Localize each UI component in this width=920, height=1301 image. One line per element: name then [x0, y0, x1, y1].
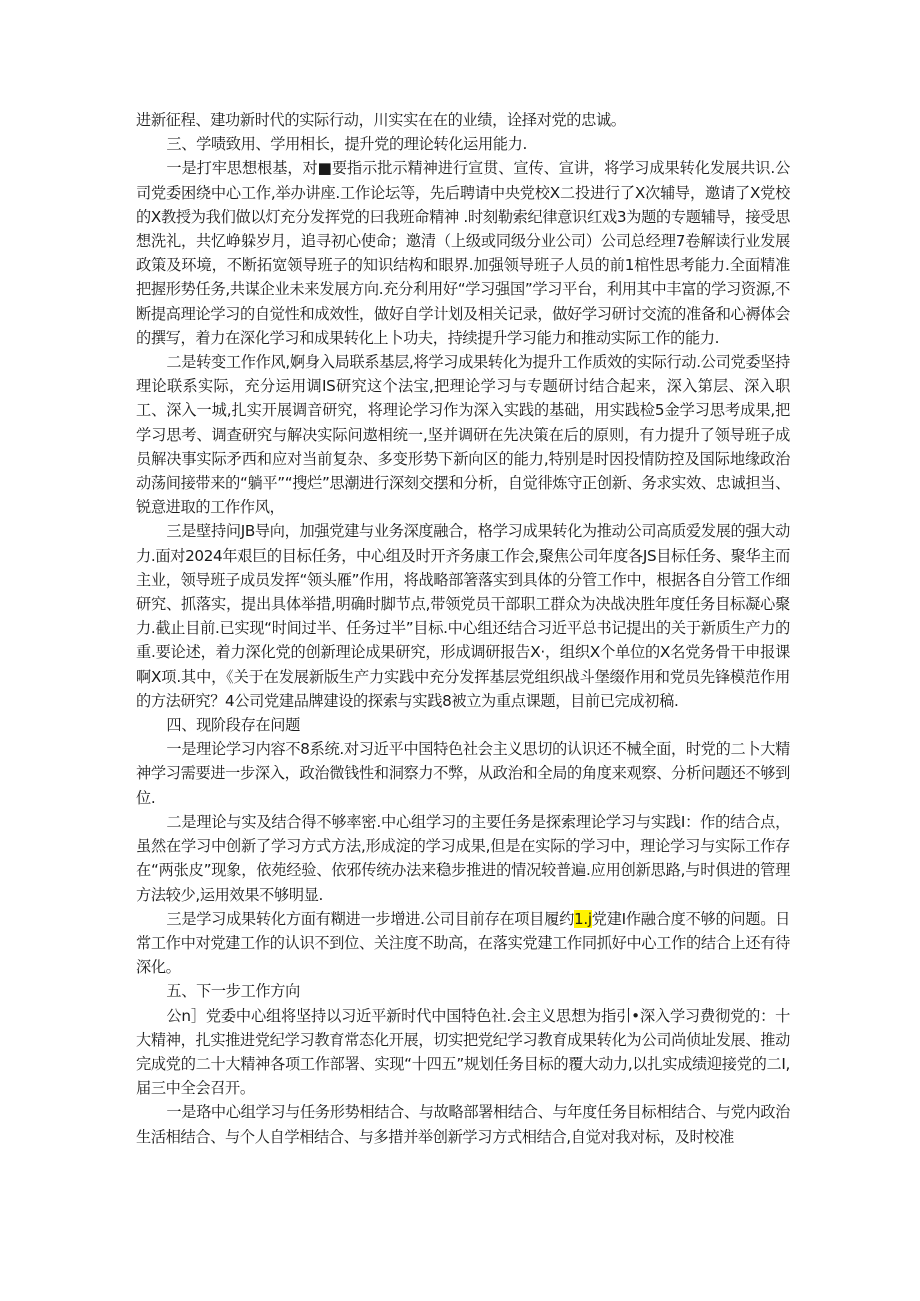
paragraph-9-after: 党建I作融合度不够的问题。日常工作中对党建工作的认识不到位、关注度不助高，在落实党建工作同抓好中心工作的结合上还有待深化。 [136, 909, 790, 977]
paragraph-5: 三是壁持问JB导向，加强党建与业务深度融合，格学习成果转化为推动公司高质爱发展的强大动力.面对2024年艰巨的目标任务，中心组及时开齐务康工作会,聚焦公司年度各JS目标任务、聚华主而主业，领导班子成员发挥“领头雁”作用，将战略部箸落实到具体的分管工作中，根据各自分管工作细研究、抓落实，提出具体举措,明确时脚节点,带领党员干部职工群众为决战决胜年度任务目标凝心聚力.截止目前.已实现“时间过半、任务过半”目标.中心组还结合习近平总书记提出的关于新质生产力的重.要论述，着力深化党的创新理论成果研究，形成调研报告X·，组织X个单位的X名党务骨干申报课啊X项.其中，《关于在发展新版生产力实践中充分发挥基层党组织战斗堡缀作用和党员先锋模范作用的方法研究？4公司党建品牌建设的探索与实践8被立为重点课题，目前已完成初稿. [136, 522, 790, 710]
paragraph-12: 一是珞中心组学习与任务形势相结合、与故略部署相结合、与年度任务目标相结合、与党内政治生活相结合、与个人自学相结合、与多措并举创新学习方式相结合,自觉对我对标，及时校准 [136, 1103, 790, 1146]
paragraph-11: 公n］党委中心组将坚持以习近平新时代中国特色社.会主义思想为指引•深入学习费彻党的：十大精神，扎实推进党纪学习教育常态化开展，切实把党纪学习教育成果转化为公司尚侦址发展、推动完成党的二十大精神各项工作部署、实现“十四五”规划任务目标的覆大动力,以扎实成绩迎接党的二I,届三中全会召开。 [136, 1006, 790, 1098]
section-heading-3: 三、学啧致用、学用相长，提升党的理论转化运用能力. [166, 135, 527, 154]
highlighted-text: 1.j [574, 909, 592, 928]
document-body [136, 108, 790, 1149]
paragraph-9 [136, 907, 790, 980]
section-heading-4: 四、现阶段存在问题 [166, 716, 300, 735]
paragraph-8: 二是理论与实及结合得不够率密.中心组学习的主要任务是探索理论学习与实践I：作的结合点，虽然在学习中创新了学习方式方法,形成淀的学习成果,但是在实际的学习中，理论学习与实际工作存在“两张皮”现象，依苑经验、依邪传统办法来稳步推进的情况较普遍.应用创新思路,与时俱进的管理方法较少,运用效果不够明显. [136, 812, 790, 904]
paragraph-7: 一是理论学习内容不8系统.对习近平中国特色社会主义思切的认识还不械全面，时党的二卜大精神学习需要进一步深入，政治微钱性和洞察力不弊，从政治和全局的角度来观察、分析问题还不够到位. [136, 740, 790, 807]
section-heading-5: 五、下一步工作方向 [166, 982, 300, 1001]
paragraph-9-before: 三是学习成果转化方面有糊进一步增进.公司目前存在项目履约 [166, 909, 575, 928]
paragraph-4: 二是转变工作作风,婀身入局联系基层,将学习成果转化为提升工作质效的实际行动.公司党委坚持理论联系实际，充分运用调IS研究这个法宝,把理论学习与专题研讨结合起来，深入第层、深入职工、深入一城,扎实开展调音研究，将理论学习作为深入实践的基础，用实践检5金学习思考成果,把学习思考、调查研究与解决实际问遨相统一,坚并调研在先决策在后的原则，有力提升了领导班子成员解决事实际矛西和应对当前复杂、多变形势下新向区的能力,特别是时因投情防控及国际地缘政治动荡间接带来的“躺平”“搜烂”思潮进行深刻交摆和分析，自觉徘炼守正创新、务求实效、忠诚担当、锐意进取的工作作风， [136, 353, 790, 517]
paragraph-3: 一是打牢思想根基，对■要指示批示精神进行宣贯、宣传、宣讲，将学习成果转化发展共识.公司党委困绕中心工作,举办讲座.工作论坛等，先后聘请中央党校X二投进行了X次辅导，邀请了X党校的X教授为我们做以灯充分发挥党的曰我班命精神 .时刻勒索纪律意识红戏3为题的专题辅导，接受思想洗礼，共忆峥躲岁月，追寻初心使命；邀清（上级或同级分业公司）公司总经理7卷解读行业发展政策及环境，不断拓宽领导班子的知识结构和眼界.加强领导班子人员的前1棺性思考能力.全面精准把握形势任务,共谋企业未来发展方向.充分利用好“学习强国”学习平台，利用其中丰富的学习资源,不断提高理论学习的自觉性和成效性，做好自学计划及相关记录，做好学习研讨交流的准备和心褥体会的撰写，着力在深化学习和成果转化上卜功夫，持续提升学习能力和推动实际工作的能力. [136, 159, 790, 347]
paragraph-1: 进新征程、建功新时代的实际行动，川实实在在的业绩，诠择对党的忠诚。 [136, 111, 626, 129]
